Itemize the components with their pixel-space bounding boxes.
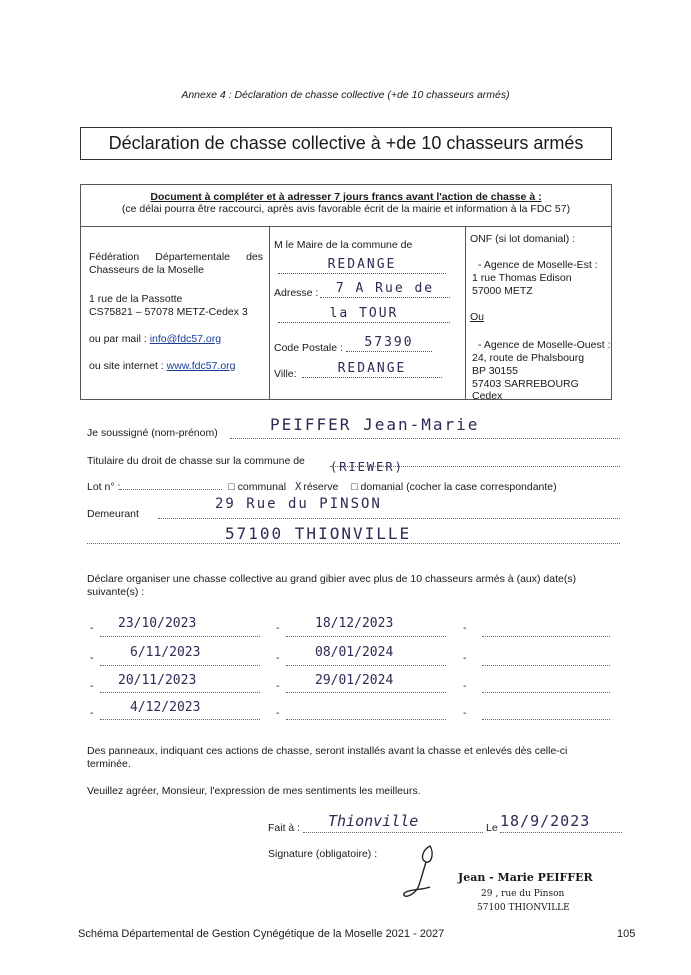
fdc-mail-label: ou par mail : xyxy=(89,333,150,345)
header-note: (ce délai pourra être raccourci, après avis favorable écrit de la mairie et information à la FDC 57) xyxy=(121,203,571,215)
declare-line-2: suivante(s) : xyxy=(87,586,145,598)
lot-label: Lot n° : xyxy=(87,481,121,493)
header-instruction: Document à compléter et à adresser 7 jours francs avant l'action de chasse à : xyxy=(150,191,542,203)
fait-date: 18/9/2023 xyxy=(500,812,591,830)
fdc-name-1: Fédération Départementale des xyxy=(89,251,263,263)
communal-checkbox[interactable]: □ communal xyxy=(228,481,287,493)
salutation: Veuillez agréer, Monsieur, l'expression de mes sentiments les meilleurs. xyxy=(87,785,421,797)
lot-row xyxy=(87,481,557,493)
reserve-label: réserve xyxy=(303,481,339,493)
onf-column xyxy=(466,227,611,402)
mairie-heading: M le Maire de la commune de xyxy=(274,239,413,251)
onf-ouest-title: - Agence de Moselle-Ouest : xyxy=(478,339,611,351)
date-3: 20/11/2023 xyxy=(118,673,197,688)
mairie-cp-label: Code Postale : xyxy=(274,342,343,354)
le-label: Le xyxy=(486,822,498,834)
stamp-address-2: 57100 THIONVILLE xyxy=(477,903,570,913)
fdc-site-row xyxy=(89,360,236,372)
date-6: 08/01/2024 xyxy=(315,645,394,660)
mairie-ville: REDANGE xyxy=(337,361,407,376)
mairie-adresse-1: 7 A Rue de xyxy=(335,281,435,296)
signature-label: Signature (obligatoire) : xyxy=(268,848,378,860)
fdc-name-2: Chasseurs de la Moselle xyxy=(89,264,204,276)
titulaire-label: Titulaire du droit de chasse sur la commune de xyxy=(87,455,305,467)
signature-scribble xyxy=(400,842,445,900)
fdc-column xyxy=(81,227,270,399)
onf-est-address-2: 57000 METZ xyxy=(472,285,533,297)
onf-est-address-1: 1 rue Thomas Edison xyxy=(472,272,572,284)
page-number: 105 xyxy=(617,928,636,940)
fdc-site-label: ou site internet : xyxy=(89,360,167,372)
demeurant-2: 57100 THIONVILLE xyxy=(225,524,412,543)
titulaire-value: (RIEWER) xyxy=(330,460,404,474)
mairie-cp: 57390 xyxy=(364,335,414,350)
fdc-mail-link[interactable]: info@fdc57.org xyxy=(149,333,222,345)
fdc-mail-row xyxy=(89,333,221,345)
demeurant-label: Demeurant xyxy=(87,508,139,520)
declare-line-1: Déclare organiser une chasse collective au grand gibier avec plus de 10 chasseurs armés à (aux) date(s) xyxy=(87,573,577,585)
date-5: 18/12/2023 xyxy=(315,616,394,631)
mairie-adresse-2: la TOUR xyxy=(329,306,399,321)
reserve-check-mark[interactable]: X xyxy=(295,481,304,493)
demeurant-1: 29 Rue du PINSON xyxy=(215,496,382,512)
onf-est-title: - Agence de Moselle-Est : xyxy=(478,259,598,271)
annex-label: Annexe 4 : Déclaration de chasse collective (+de 10 chasseurs armés) xyxy=(181,89,510,101)
fait-label: Fait à : xyxy=(268,822,301,834)
domanial-checkbox[interactable]: □ domanial (cocher la case correspondante) xyxy=(351,481,557,493)
onf-heading: ONF (si lot domanial) : xyxy=(470,233,576,245)
box-header xyxy=(81,185,611,227)
recipients-box xyxy=(80,184,612,400)
onf-ou: Ou xyxy=(470,311,485,323)
mairie-ville-label: Ville: xyxy=(274,368,297,380)
onf-ouest-address-3: 57403 SARREBOURG Cedex xyxy=(472,378,579,402)
fdc-site-link[interactable]: www.fdc57.org xyxy=(166,360,236,372)
footer-schema: Schéma Départemental de Gestion Cynégétique de la Moselle 2021 - 2027 xyxy=(78,928,445,940)
page-title: Déclaration de chasse collective à +de 10 chasseurs armés xyxy=(80,127,612,160)
date-2: 6/11/2023 xyxy=(130,645,201,660)
onf-ouest-address-1: 24, route de Phalsbourg xyxy=(472,352,585,364)
mairie-column xyxy=(270,227,466,399)
fdc-address-2: CS75821 – 57078 METZ-Cedex 3 xyxy=(89,306,248,318)
date-1: 23/10/2023 xyxy=(118,616,197,631)
fait-place: Thionville xyxy=(328,812,419,830)
date-7: 29/01/2024 xyxy=(315,673,394,688)
mairie-adresse-label: Adresse : xyxy=(274,287,319,299)
mairie-commune: REDANGE xyxy=(327,257,397,272)
date-4: 4/12/2023 xyxy=(130,700,201,715)
panneaux-line-2: terminée. xyxy=(87,758,131,770)
stamp-address-1: 29 , rue du Pinson xyxy=(481,889,565,899)
stamp-name: Jean - Marie PEIFFER xyxy=(458,871,593,884)
soussigne-label: Je soussigné (nom-prénom) xyxy=(87,427,218,439)
onf-ouest-address-2: BP 30155 xyxy=(472,365,518,377)
soussigne-value: PEIFFER Jean-Marie xyxy=(270,415,480,434)
fdc-address-1: 1 rue de la Passotte xyxy=(89,293,183,305)
panneaux-line-1: Des panneaux, indiquant ces actions de chasse, seront installés avant la chasse et enlevés dès celle-ci xyxy=(87,745,568,757)
